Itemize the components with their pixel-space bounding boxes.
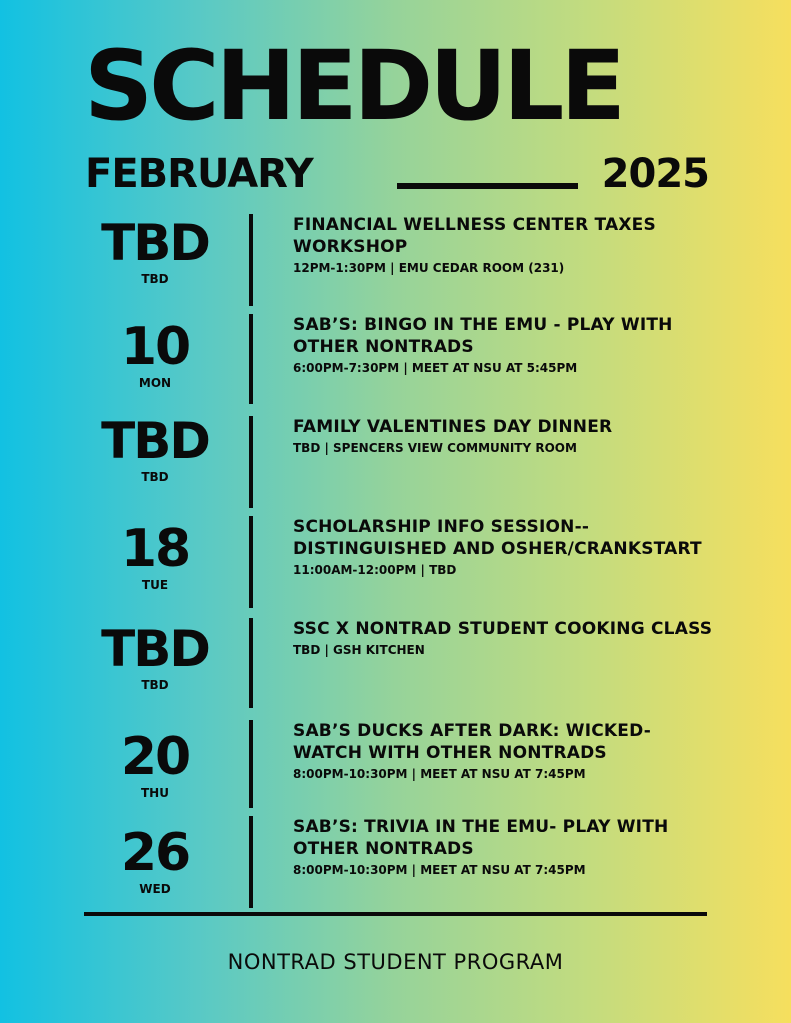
event-date xyxy=(84,317,226,390)
event-weekday: TBD xyxy=(141,678,169,692)
event-date xyxy=(84,216,226,286)
page-title: SCHEDULE xyxy=(84,30,622,142)
year-label: 2025 xyxy=(601,151,709,197)
event-title: SAB’S DUCKS AFTER DARK: WICKED- WATCH WITH OTHER NONTRADS xyxy=(293,721,651,763)
event-day: TBD xyxy=(101,412,209,470)
event-info xyxy=(293,214,713,276)
event-divider xyxy=(249,314,253,404)
event-title: FINANCIAL WELLNESS CENTER TAXES WORKSHOP xyxy=(293,215,656,257)
event-day: 20 xyxy=(120,727,190,787)
footer-program: NONTRAD STUDENT PROGRAM xyxy=(227,950,564,974)
event-info xyxy=(293,416,713,456)
event-title: SAB’S: BINGO IN THE EMU - PLAY WITH OTHER NONTRADS xyxy=(293,315,673,357)
event-weekday: THU xyxy=(141,786,169,800)
event-info xyxy=(293,816,713,878)
event-detail: 11:00AM-12:00PM | TBD xyxy=(293,563,457,577)
event-detail: TBD | GSH KITCHEN xyxy=(293,643,425,657)
event-date xyxy=(84,823,226,896)
event-date xyxy=(84,519,226,592)
event-detail: 12PM-1:30PM | EMU CEDAR ROOM (231) xyxy=(293,261,565,275)
event-detail: 8:00PM-10:30PM | MEET AT NSU AT 7:45PM xyxy=(293,863,586,877)
event-day: 10 xyxy=(120,317,190,377)
event-detail: TBD | SPENCERS VIEW COMMUNITY ROOM xyxy=(293,441,577,455)
bottom-rule xyxy=(84,912,707,916)
event-day: 18 xyxy=(120,519,190,579)
header-rule xyxy=(397,183,578,189)
event-detail: 6:00PM-7:30PM | MEET AT NSU AT 5:45PM xyxy=(293,361,578,375)
event-weekday: TBD xyxy=(141,470,169,484)
event-title: FAMILY VALENTINES DAY DINNER xyxy=(293,417,613,437)
event-info xyxy=(293,516,713,578)
event-title: SSC X NONTRAD STUDENT COOKING CLASS xyxy=(293,619,713,639)
event-weekday: WED xyxy=(139,882,171,896)
event-weekday: TBD xyxy=(141,272,169,286)
event-title: SAB’S: TRIVIA IN THE EMU- PLAY WITH OTHER NONTRADS xyxy=(293,817,669,859)
event-divider xyxy=(249,416,253,508)
event-weekday: MON xyxy=(138,376,172,390)
event-date xyxy=(84,727,226,800)
event-divider xyxy=(249,214,253,306)
event-divider xyxy=(249,618,253,708)
event-day: TBD xyxy=(101,620,209,678)
event-weekday: TUE xyxy=(141,578,169,592)
event-divider xyxy=(249,516,253,608)
event-divider xyxy=(249,720,253,808)
event-detail: 8:00PM-10:30PM | MEET AT NSU AT 7:45PM xyxy=(293,767,586,781)
event-title: SCHOLARSHIP INFO SESSION-- DISTINGUISHED AND OSHER/CRANKSTART xyxy=(293,517,702,559)
event-day: 26 xyxy=(120,823,190,883)
event-date xyxy=(84,414,226,484)
event-info xyxy=(293,314,713,376)
month-label: FEBRUARY xyxy=(85,151,313,197)
event-info xyxy=(293,618,713,658)
event-day: TBD xyxy=(101,214,209,272)
event-date xyxy=(84,622,226,692)
event-divider xyxy=(249,816,253,908)
event-info xyxy=(293,720,713,782)
